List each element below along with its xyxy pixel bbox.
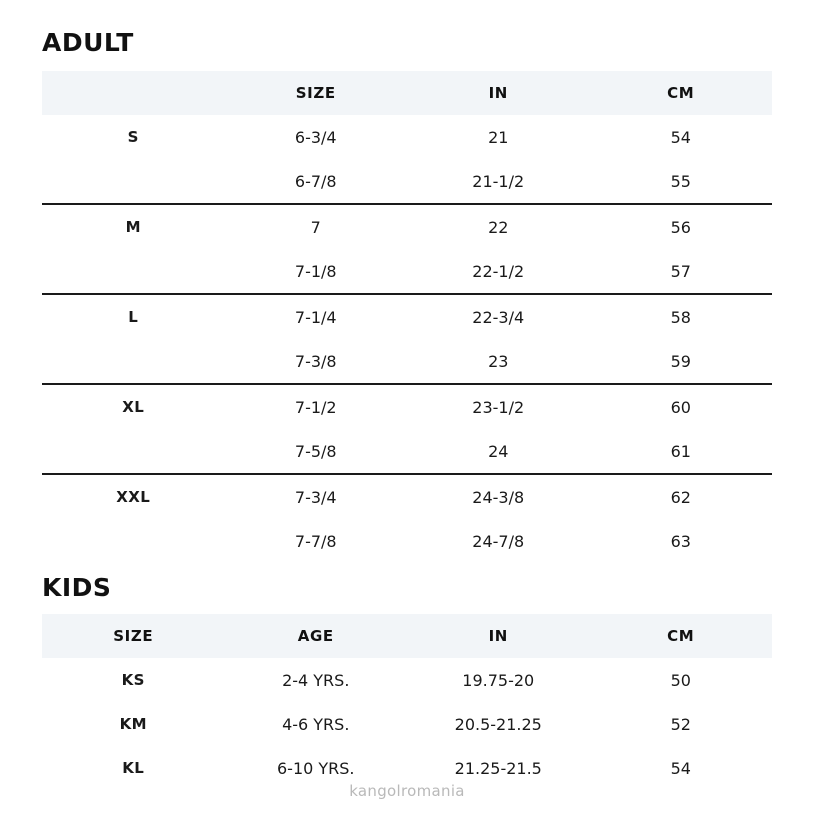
cell-cm: 60 [590, 384, 773, 429]
cell-hat-size: 7-3/4 [225, 474, 408, 519]
cell-age: 2-4 YRS. [282, 670, 350, 690]
cell-hat-size: 7-5/8 [294, 441, 337, 461]
cell-inches: 20.5-21.25 [454, 714, 542, 734]
cell-hat-size: 7 [225, 204, 408, 249]
table-row [42, 159, 772, 204]
cell-size: S [127, 128, 139, 146]
table-row [42, 658, 772, 702]
column-header-in: IN [407, 71, 590, 115]
cell-inches: 21-1/2 [472, 171, 525, 191]
cell-hat-size: 6-3/4 [294, 127, 337, 147]
cell-size [42, 159, 225, 204]
cell-inches: 22-1/2 [472, 261, 525, 281]
column-header-age: AGE [225, 614, 408, 658]
cell-hat-size: 6-7/8 [294, 171, 337, 191]
table-row [42, 294, 772, 339]
table-row [42, 339, 772, 384]
cell-cm: 63 [670, 531, 691, 551]
cell-size: M [42, 204, 225, 249]
table-row [42, 474, 772, 519]
cell-size: XXL [42, 474, 225, 519]
cell-cm: 59 [670, 351, 691, 371]
table-row [42, 429, 772, 474]
cell-cm: 55 [670, 171, 691, 191]
table-row [42, 115, 772, 159]
cell-size: KM [119, 715, 147, 733]
column-header-in: IN [407, 614, 590, 658]
cell-cm: 50 [670, 670, 691, 690]
kids-table-header [42, 614, 772, 658]
cell-size: KS [121, 671, 145, 689]
cell-inches: 24 [488, 441, 509, 461]
cell-inches: 23 [488, 351, 509, 371]
column-header-size: SIZE [42, 614, 225, 658]
cell-hat-size: 7-1/4 [225, 294, 408, 339]
cell-size [42, 519, 225, 563]
cell-inches: 21 [488, 127, 509, 147]
table-row [42, 204, 772, 249]
column-header-size: SIZE [225, 71, 408, 115]
cell-cm: 52 [670, 714, 691, 734]
cell-cm: 54 [670, 758, 691, 778]
table-row [42, 249, 772, 294]
column-header-cm: CM [590, 71, 773, 115]
cell-size [42, 339, 225, 384]
column-header-cm: CM [590, 614, 773, 658]
cell-age: 4-6 YRS. [282, 714, 350, 734]
cell-cm: 56 [590, 204, 773, 249]
cell-hat-size: 7-1/8 [294, 261, 337, 281]
cell-size [42, 249, 225, 294]
page-title-kids: KIDS [42, 573, 112, 602]
adult-table-header [42, 71, 772, 115]
cell-inches: 24-3/8 [407, 474, 590, 519]
table-row [42, 384, 772, 429]
table-header-row [42, 614, 772, 658]
cell-size: KL [122, 759, 145, 777]
column-header-blank [42, 71, 225, 115]
page-title-adult: ADULT [42, 28, 134, 57]
watermark-text: kangolromania [349, 782, 465, 800]
kids-size-table [42, 614, 772, 790]
cell-hat-size: 7-1/2 [225, 384, 408, 429]
table-row [42, 702, 772, 746]
cell-cm: 62 [590, 474, 773, 519]
cell-age: 6-10 YRS. [276, 758, 355, 778]
cell-inches: 24-7/8 [472, 531, 525, 551]
cell-inches: 23-1/2 [407, 384, 590, 429]
table-row [42, 519, 772, 563]
cell-inches: 21.25-21.5 [454, 758, 542, 778]
cell-size: L [42, 294, 225, 339]
adult-size-table [42, 71, 772, 563]
table-header-row [42, 71, 772, 115]
cell-cm: 58 [590, 294, 773, 339]
cell-inches: 19.75-20 [462, 670, 535, 690]
cell-hat-size: 7-7/8 [294, 531, 337, 551]
cell-size [42, 429, 225, 474]
cell-size: XL [42, 384, 225, 429]
cell-hat-size: 7-3/8 [294, 351, 337, 371]
cell-cm: 57 [670, 261, 691, 281]
cell-inches: 22-3/4 [407, 294, 590, 339]
adult-table-body [42, 115, 772, 563]
cell-cm: 54 [670, 127, 691, 147]
cell-inches: 22 [407, 204, 590, 249]
cell-cm: 61 [670, 441, 691, 461]
kids-table-body [42, 658, 772, 790]
